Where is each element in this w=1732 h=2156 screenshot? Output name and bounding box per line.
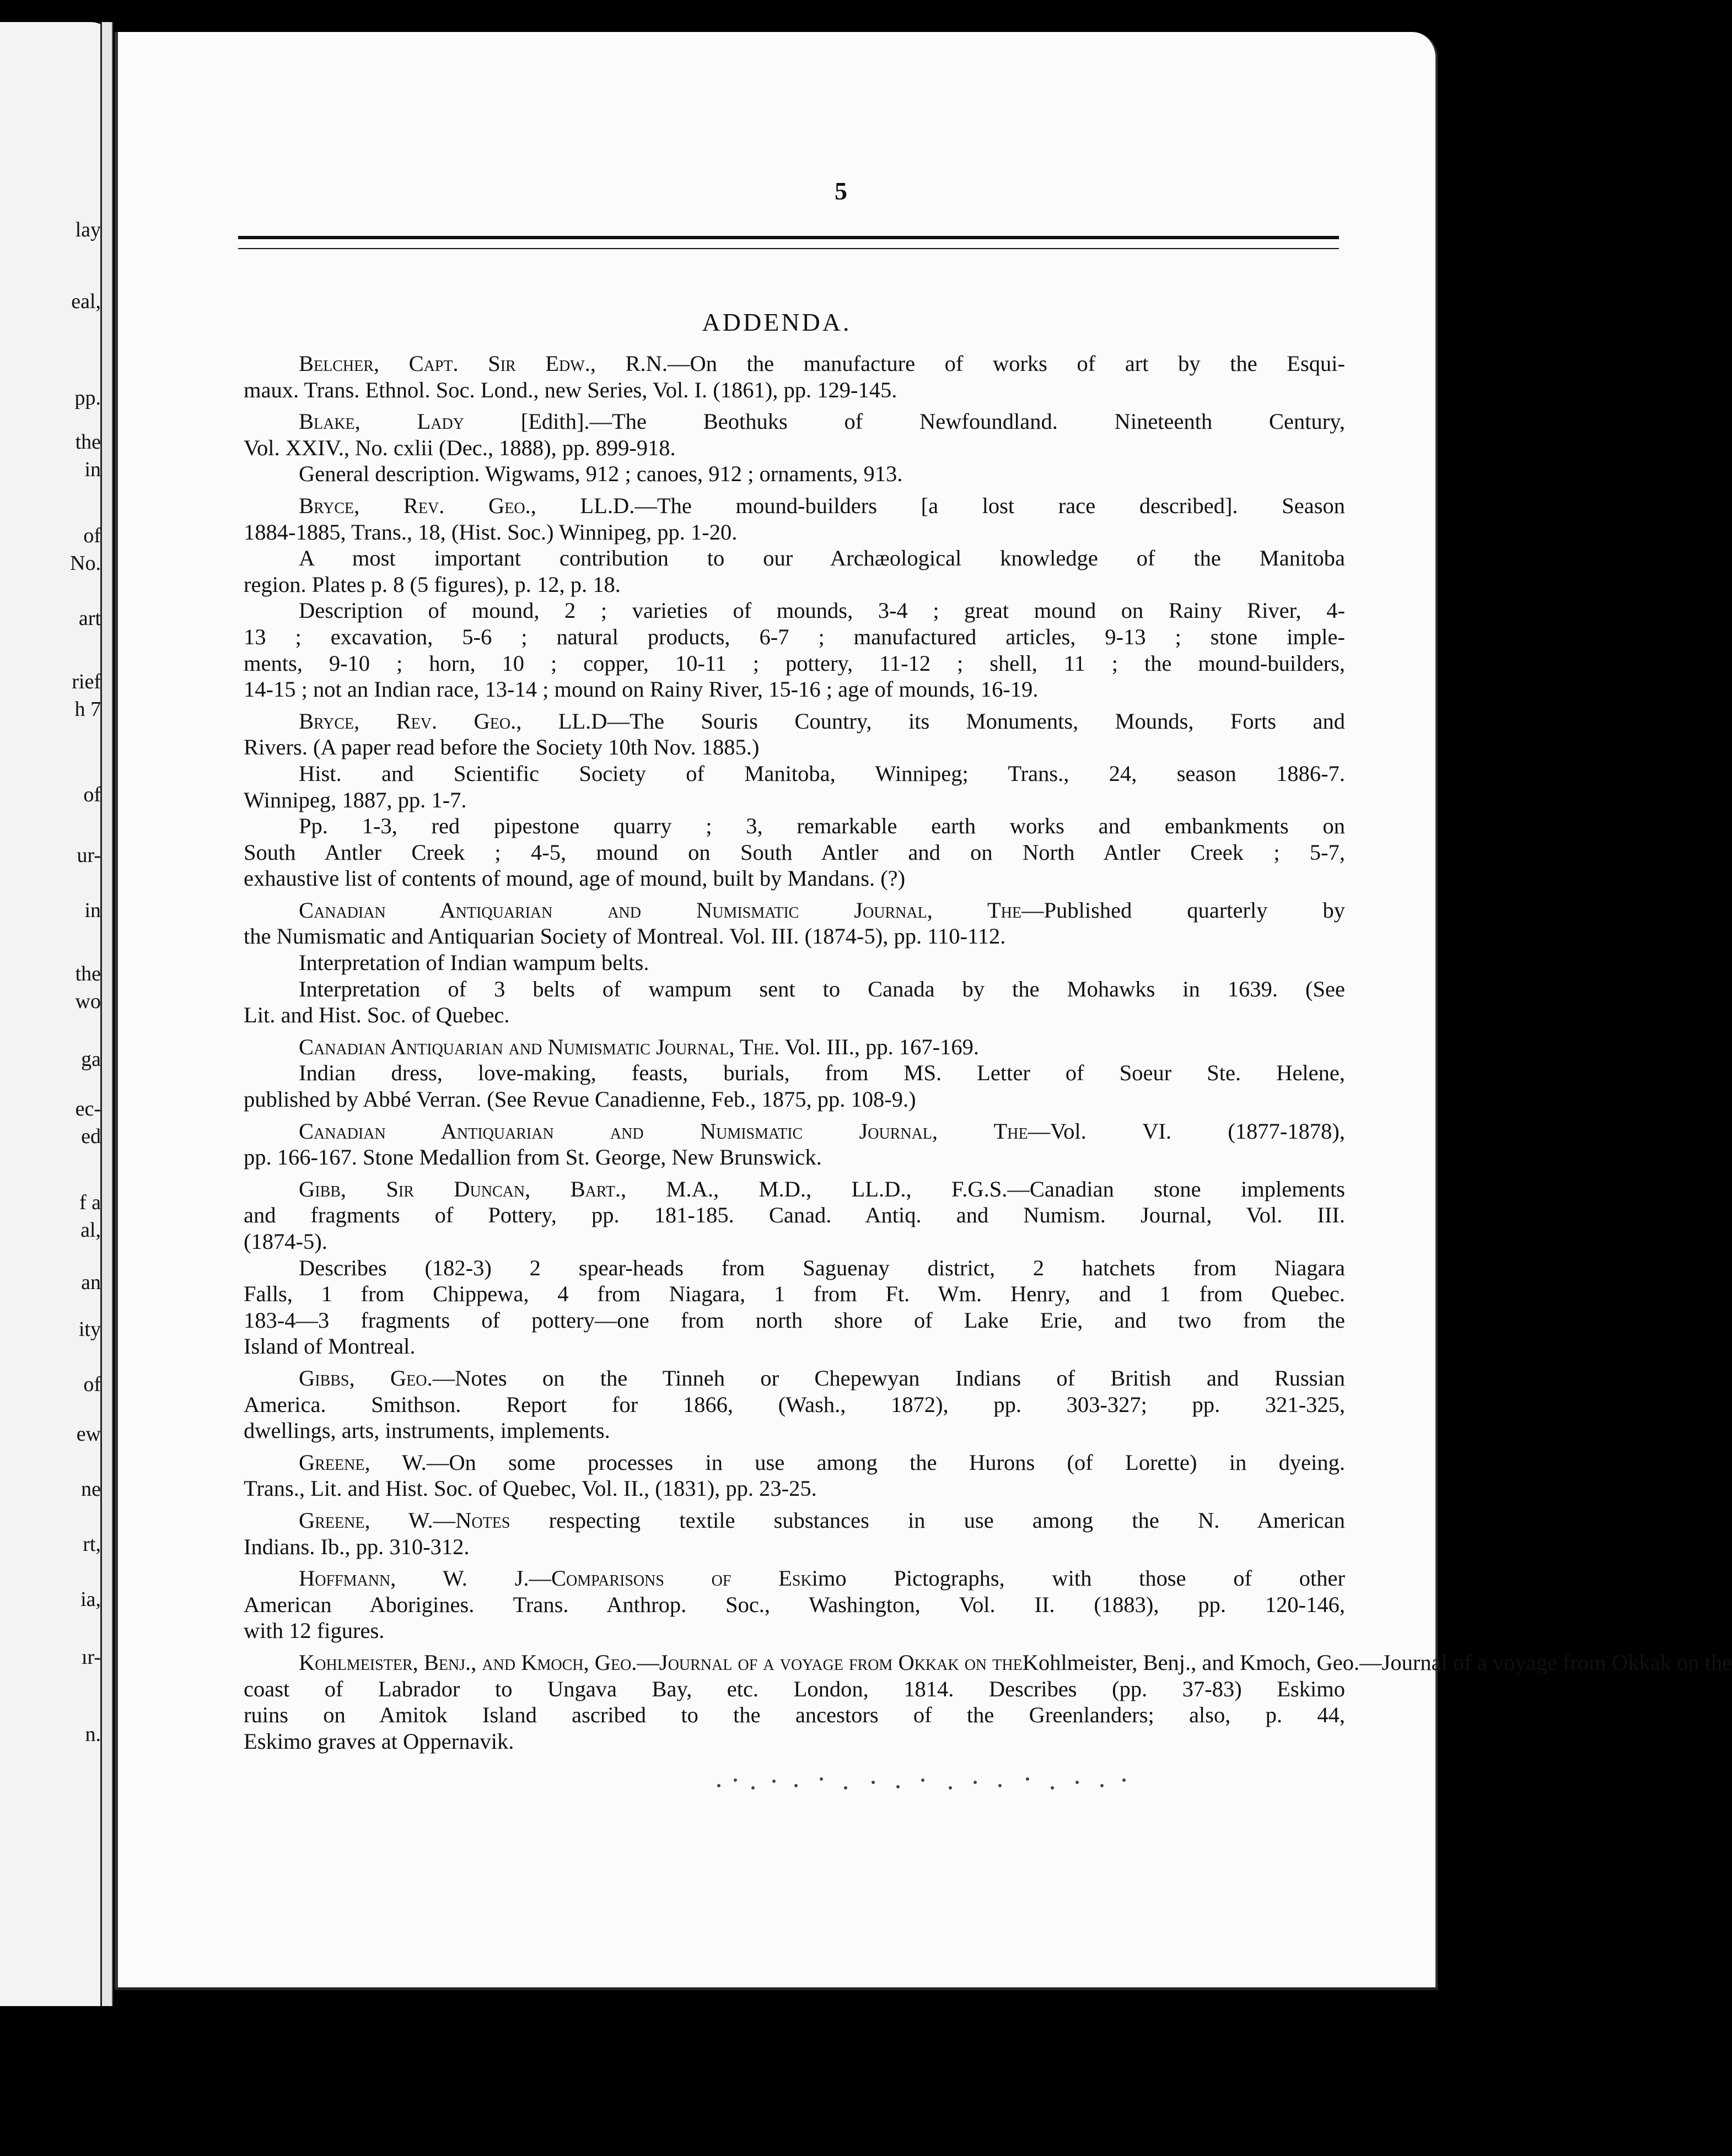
entry-line: Falls, 1 from Chippewa, 4 from Niagara, 1 from Ft. Wm. Henry, and 1 from Quebec. [244,1281,1345,1307]
bibliography-entry [244,1365,1345,1444]
entry-line: 183-4—3 fragments of pottery—one from north shore of Lake Erie, and two from the [244,1307,1345,1333]
entry-line: A most important contribution to our Archæological knowledge of the Manitoba [299,546,1345,571]
entry-line: Describes (182-3) 2 spear-heads from Saguenay district, 2 hatchets from Niagara [299,1255,1345,1280]
entry-line: Canadian Antiquarian and Numismatic Journal, The. Vol. III., pp. 167-169. [299,1034,979,1059]
entry-line: Greene, W.—On some processes in use among the Hurons (of Lorette) in dyeing. [299,1449,1346,1475]
faint-stamp-marks [713,1769,1132,1796]
facing-page-fragment: n. [85,1723,101,1746]
facing-page-fragment: ır- [81,1646,101,1669]
entry-line: Gibbs, Geo.—Notes on the Tinneh or Chepewyan Indians of British and Russian [299,1365,1346,1390]
entry-line: Bryce, Rev. Geo., LL.D—The Souris Country, its Monuments, Mounds, Forts and [299,708,1346,734]
entry-line: Interpretation of Indian wampum belts. [299,950,649,975]
entry-line: General description. Wigwams, 912 ; canoes, 912 ; ornaments, 913. [299,461,903,487]
entry-line: America. Smithson. Report for 1866, (Wash., 1872), pp. 303-327; pp. 321-325, [244,1392,1345,1417]
entry-gap [244,1644,1345,1650]
facing-page-fragment: of [83,783,101,806]
bibliography-entry [244,1507,1345,1560]
entry-line: South Antler Creek ; 4-5, mound on South Antler and on North Antler Creek ; 5-7, [244,839,1345,865]
bibliography-entry [244,408,1345,487]
entry-line: Winnipeg, 1887, pp. 1-7. [244,787,467,812]
document-page [115,32,1732,1990]
entry-line: Island of Montreal. [244,1334,416,1359]
entry-gap [244,892,1345,897]
entry-gap [244,1113,1345,1118]
entry-line: Bryce, Rev. Geo., LL.D.—The mound-builders [a lost race described]. Season [299,493,1345,518]
bibliography-entry [244,1650,1732,1754]
entry-gap [244,703,1345,708]
entry-gap [244,403,1345,408]
facing-page [0,22,113,2006]
entry-line: 13 ; excavation, 5-6 ; natural products, 6-7 ; manufactured articles, 9-13 ; stone imple- [244,624,1345,649]
entry-line: Kohlmeister, Benj., and Kmoch, Geo.—Journal of a voyage from Okkak on theKohlmeister, Benj., and Kmoch, Geo.—Journal of a voyage from Okkak on the [299,1650,1732,1675]
bibliography-entry [244,1034,1345,1113]
entry-line: Indians. Ib., pp. 310-312. [244,1534,470,1559]
facing-page-fragment: rt, [83,1533,101,1556]
entry-gap [244,1502,1345,1507]
entry-line: maux. Trans. Ethnol. Soc. Lond., new Series, Vol. I. (1861), pp. 129-145. [244,377,897,402]
bibliography-entry [244,1449,1345,1502]
facing-page-fragment: ur- [77,844,101,867]
entry-gap [244,1444,1345,1449]
page-fold [100,22,113,2006]
facing-page-fragment: of [83,524,101,547]
entry-line: 14-15 ; not an Indian race, 13-14 ; mound on Rainy River, 15-16 ; age of mounds, 16-19. [244,677,1039,702]
entry-line: Greene, W.—Notes respecting textile substances in use among the N. American [299,1507,1345,1533]
entry-line: exhaustive list of contents of mound, age of mound, built by Mandans. (?) [244,866,906,891]
entry-line: region. Plates p. 8 (5 figures), p. 12, p. 18. [244,572,621,597]
facing-page-fragment: lay [75,218,101,241]
facing-page-fragment: ity [78,1318,101,1341]
entry-line: Belcher, Capt. Sir Edw., R.N.—On the manufacture of works of art by the Esqui- [299,351,1345,376]
facing-page-fragment: ne [81,1478,101,1501]
bibliography-entry [244,493,1345,703]
bibliography-entry [244,351,1345,403]
entry-line: Pp. 1-3, red pipestone quarry ; 3, remarkable earth works and embankments on [299,813,1345,839]
entry-line: (1874-5). [244,1229,327,1254]
facing-page-fragment: ga [81,1048,101,1071]
entry-line: dwellings, arts, instruments, implements. [244,1418,610,1443]
entry-line: Vol. XXIV., No. cxlii (Dec., 1888), pp. 899-918. [244,435,676,460]
facing-page-fragment: ia, [80,1588,101,1611]
facing-page-fragment: wo [75,990,101,1013]
page-number: 5 [835,177,847,205]
entry-line: Eskimo graves at Oppernavik. [244,1728,514,1754]
facing-page-fragment: the [75,962,101,985]
entry-line: Description of mound, 2 ; varieties of mounds, 3-4 ; great mound on Rainy River, 4- [299,598,1345,623]
facing-page-fragment: ew [76,1422,101,1446]
entry-line: Canadian Antiquarian and Numismatic Journal, The—Vol. VI. (1877-1878), [299,1118,1345,1144]
entry-gap [244,1360,1345,1365]
entry-line: Hoffmann, W. J.—Comparisons of Eskimo Pictographs, with those of other [299,1566,1345,1591]
entry-gap [244,487,1345,493]
entry-line: Interpretation of 3 belts of wampum sent to Canada by the Mohawks in 1639. (See [299,976,1345,1001]
facing-page-fragment: al, [80,1219,101,1242]
entry-line: Trans., Lit. and Hist. Soc. of Quebec, Vol. II., (1831), pp. 23-25. [244,1476,817,1501]
entry-line: pp. 166-167. Stone Medallion from St. George, New Brunswick. [244,1145,822,1170]
entry-line: the Numismatic and Antiquarian Society of Montreal. Vol. III. (1874-5), pp. 110-112. [244,924,1006,949]
page-heading: ADDENDA. [702,308,852,336]
entry-line: published by Abbé Verran. (See Revue Canadienne, Feb., 1875, pp. 108-9.) [244,1087,916,1112]
entry-line: Blake, Lady [Edith].—The Beothuks of Newfoundland. Nineteenth Century, [299,409,1345,434]
bibliography-entry [244,1176,1345,1360]
entry-line: Gibb, Sir Duncan, Bart., M.A., M.D., LL.D., F.G.S.—Canadian stone implements [299,1176,1345,1201]
facing-page-fragment: No. [70,552,101,575]
entry-line: ruins on Amitok Island ascribed to the ancestors of the Greenlanders; also, p. 44, [244,1702,1345,1728]
entry-line: and fragments of Pottery, pp. 181-185. Canad. Antiq. and Numism. Journal, Vol. III. [244,1203,1345,1228]
facing-page-fragment: art [78,607,101,630]
entry-gap [244,1028,1345,1034]
entry-gap [244,1171,1345,1176]
facing-page-fragment: of [83,1373,101,1396]
facing-page-fragment: the [75,430,101,454]
facing-page-fragment: an [81,1271,101,1294]
entry-line: Canadian Antiquarian and Numismatic Journal, The—Published quarterly by [299,897,1345,923]
facing-page-fragment: rief [72,670,101,693]
facing-page-fragment: h 7 [74,698,101,721]
entry-line: with 12 figures. [244,1618,385,1643]
entry-line: Hist. and Scientific Society of Manitoba, Winnipeg; Trans., 24, season 1886-7. [299,761,1345,786]
entry-line: Lit. and Hist. Soc. of Quebec. [244,1002,510,1028]
facing-page-fragment: in [84,458,101,481]
entry-line: Indian dress, love-making, feasts, burials, from MS. Letter of Soeur Ste. Helene, [299,1060,1345,1086]
facing-page-fragment: ed [81,1125,101,1148]
entry-gap [244,1560,1345,1565]
header-rule [238,236,1339,249]
bibliography-entry [244,708,1345,892]
facing-page-fragment: ec- [75,1097,101,1120]
bibliography-list [244,351,1732,1754]
facing-page-fragment: f a [79,1191,101,1214]
facing-page-fragment: in [84,899,101,922]
entry-line: 1884-1885, Trans., 18, (Hist. Soc.) Winnipeg, pp. 1-20. [244,519,738,545]
entry-line: American Aborigines. Trans. Anthrop. Soc., Washington, Vol. II. (1883), pp. 120-146, [244,1592,1345,1617]
entry-line: Rivers. (A paper read before the Society 10th Nov. 1885.) [244,735,760,760]
bibliography-entry [244,1565,1345,1644]
bibliography-entry [244,1118,1345,1171]
facing-page-fragment: eal, [71,290,101,313]
bibliography-entry [244,897,1345,1028]
facing-page-fragment: pp. [74,386,101,409]
entry-line: coast of Labrador to Ungava Bay, etc. London, 1814. Describes (pp. 37-83) Eskimo [244,1676,1345,1701]
entry-line: ments, 9-10 ; horn, 10 ; copper, 10-11 ; pottery, 11-12 ; shell, 11 ; the mound-builders, [244,650,1345,676]
